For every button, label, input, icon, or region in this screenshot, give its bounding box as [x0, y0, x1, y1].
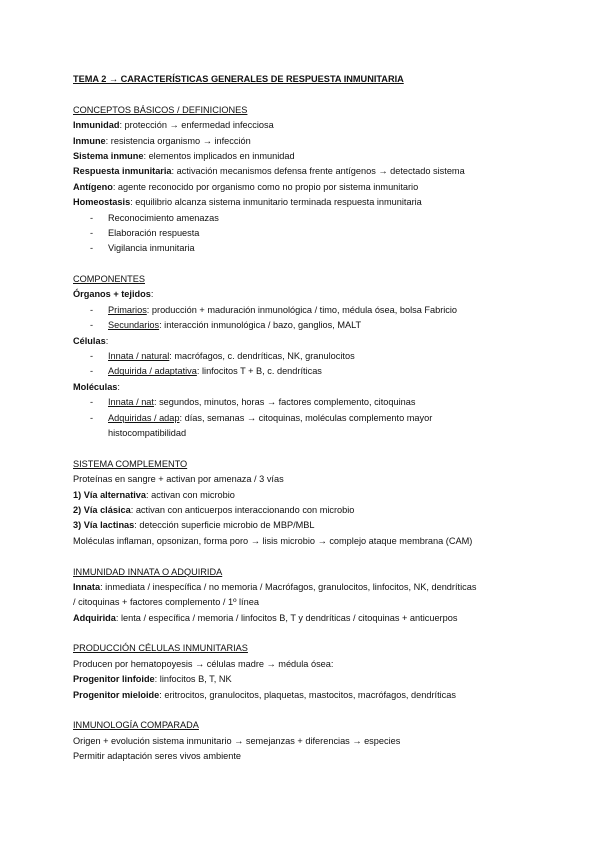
definition-line: Progenitor mieloide: eritrocitos, granulocitos, plaquetas, mastocitos, macrófagos, dendríticas	[73, 689, 456, 700]
definition-line: Inmune: resistencia organismo → infección	[73, 135, 251, 146]
list-item: - Elaboración respuesta	[90, 227, 200, 238]
list-item: - Adquirida / adaptativa: linfocitos T + B, c. dendríticas	[90, 366, 322, 377]
section-heading-complemento: SISTEMA COMPLEMENTO	[73, 458, 188, 469]
definition-line: Antígeno: agente reconocido por organismo como no propio por sistema inmunitario	[73, 181, 419, 192]
document-title: TEMA 2 → CARACTERÍSTICAS GENERALES DE RESPUESTA INMUNITARIA	[73, 74, 404, 84]
list-item: - Vigilancia inmunitaria	[90, 243, 195, 254]
definition-line: Adquirida: lenta / específica / memoria / linfocitos B, T y dendríticas / citoquinas + anticuerpos	[73, 612, 458, 623]
definition-line: Progenitor linfoide: linfocitos B, T, NK	[73, 674, 232, 685]
section-heading-produccion: PRODUCCIÓN CÉLULAS INMUNITARIAS	[73, 643, 248, 654]
definition-line: Innata: inmediata / inespecífica / no memoria / Macrófagos, granulocitos, linfocitos, NK, dendríticas	[73, 581, 477, 592]
text-line: Proteínas en sangre + activan por amenaza / 3 vías	[73, 474, 284, 485]
definition-line: Inmunidad: protección → enfermedad infecciosa	[73, 120, 274, 131]
section-heading-comparada: INMUNOLOGÍA COMPARADA	[73, 720, 199, 731]
section-heading-conceptos: CONCEPTOS BÁSICOS / DEFINICIONES	[73, 104, 248, 115]
list-item: - Innata / nat: segundos, minutos, horas → factores complemento, citoquinas	[90, 397, 416, 408]
subheading-moleculas: Moléculas:	[73, 381, 120, 392]
list-item: - Primarios: producción + maduración inmunológica / timo, médula ósea, bolsa Fabricio	[90, 304, 458, 315]
list-item: - Adquiridas / adap: días, semanas → citoquinas, moléculas complemento mayor	[90, 412, 433, 423]
text-line: Origen + evolución sistema inmunitario → semejanzas + diferencias → especies	[73, 735, 401, 746]
list-item: - Secundarios: interacción inmunológica / bazo, ganglios, MALT	[90, 320, 362, 331]
section-heading-inmunidad: INMUNIDAD INNATA O ADQUIRIDA	[73, 566, 223, 577]
definition-line: Homeostasis: equilibrio alcanza sistema inmunitario terminada respuesta inmunitaria	[73, 197, 422, 208]
subheading-celulas: Células:	[73, 335, 109, 346]
section-heading-componentes: COMPONENTES	[73, 274, 145, 285]
subheading-organos: Órganos + tejidos:	[73, 289, 154, 300]
text-line: Permitir adaptación seres vivos ambiente	[73, 751, 242, 762]
via-line: 3) Vía lactinas: detección superficie microbio de MBP/MBL	[73, 520, 315, 531]
text-line: Moléculas inflaman, opsonizan, forma poro → lisis microbio → complejo ataque membrana (CAM)	[73, 535, 473, 546]
via-line: 1) Vía alternativa: activan con microbio	[73, 489, 235, 500]
list-item-continuation: histocompatibilidad	[108, 427, 187, 438]
list-item: - Innata / natural: macrófagos, c. dendríticas, NK, granulocitos	[90, 351, 355, 362]
definition-line: Respuesta inmunitaria: activación mecanismos defensa frente antígenos → detectado sistema	[73, 166, 465, 177]
text-line: Producen por hematopoyesis → células madre → médula ósea:	[73, 658, 334, 669]
list-item: - Reconocimiento amenazas	[90, 212, 219, 223]
document-page	[73, 72, 543, 765]
definition-line: Sistema inmune: elementos implicados en inmunidad	[73, 150, 295, 161]
via-line: 2) Vía clásica: activan con anticuerpos interaccionando con microbio	[73, 504, 355, 515]
text-line: / citoquinas + factores complemento / 1º línea	[73, 597, 259, 608]
